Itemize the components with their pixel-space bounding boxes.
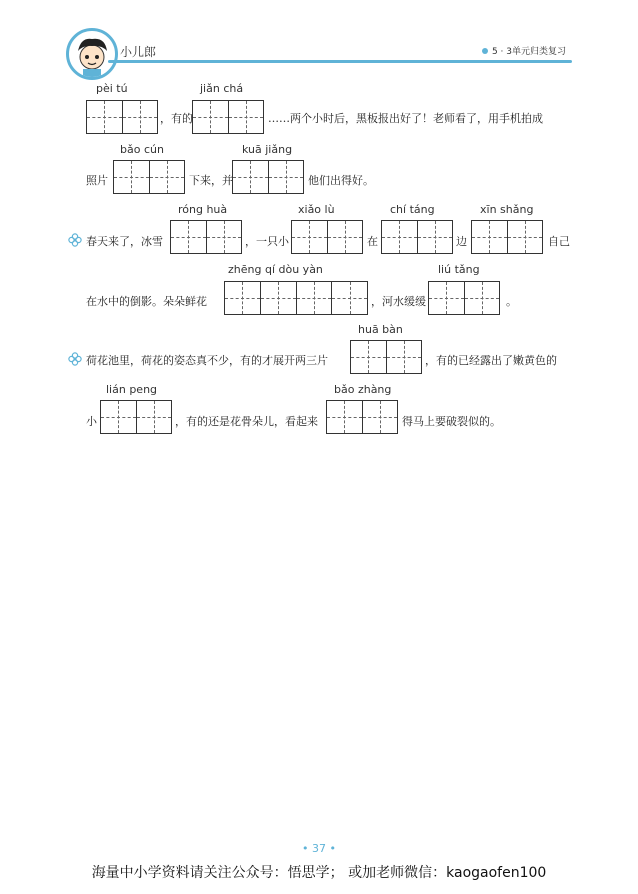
- writing-box-chitang[interactable]: [381, 220, 453, 254]
- writing-box-lianpeng[interactable]: [100, 400, 172, 434]
- q3-text-5: 得马上要破裂似的。: [402, 415, 501, 428]
- bullet-dot-icon: [482, 48, 488, 54]
- q2-text-6: 在水中的倒影。朵朵鲜花: [86, 295, 207, 308]
- pinyin-baozhang: bǎo zhàng: [334, 383, 392, 396]
- q2-text-7: ，河水缓缓: [371, 295, 426, 308]
- header-divider: [108, 60, 572, 63]
- q2-text-4: 边: [456, 235, 467, 248]
- footer-promo-text: 海量中小学资料请关注公众号：悟思学； 或加老师微信：kaogaofen100: [91, 865, 547, 881]
- q2-text-3: 在: [367, 235, 378, 248]
- q3-text-4: ，有的还是花骨朵儿，看起来: [175, 415, 318, 428]
- writing-box-ronghua[interactable]: [170, 220, 242, 254]
- pinyin-xinshang: xīn shǎng: [480, 203, 534, 216]
- pinyin-baocun: bǎo cún: [120, 143, 164, 156]
- pinyin-xiaolu: xiǎo lù: [298, 203, 335, 216]
- pinyin-jiancha: jiǎn chá: [200, 82, 244, 95]
- writing-box-huaban[interactable]: [350, 340, 422, 374]
- cartoon-boy-logo-icon: [66, 28, 118, 80]
- q1-text-5: 他们出得好。: [308, 174, 374, 187]
- writing-box-baocun[interactable]: [113, 160, 185, 194]
- q3-text-1: 荷花池里，荷花的姿态真不少，有的才展开两三片: [86, 354, 328, 367]
- writing-box-zhengqidouyan[interactable]: [224, 281, 368, 315]
- pinyin-lianpeng: lián peng: [106, 383, 158, 396]
- q3-text-2: ，有的已经露出了嫩黄色的: [425, 354, 557, 367]
- writing-box-peitu[interactable]: [86, 100, 158, 134]
- flower-bullet-icon: [68, 352, 82, 366]
- q1-text-2: ……两个小时后，黑板报出好了！老师看了，用手机拍成: [268, 112, 543, 125]
- section-title-text: 5 · 3单元归类复习: [491, 47, 566, 57]
- flower-bullet-icon: [68, 233, 82, 247]
- writing-box-jiancha[interactable]: [192, 100, 264, 134]
- q2-text-8: 。: [506, 295, 517, 308]
- brand-name: 小儿郎: [120, 45, 157, 59]
- pinyin-liutang: liú tǎng: [438, 263, 480, 276]
- q2-text-5: 自己: [548, 235, 570, 248]
- section-title: [482, 44, 566, 57]
- pinyin-ronghua: róng huà: [178, 203, 228, 216]
- writing-box-xinshang[interactable]: [471, 220, 543, 254]
- pinyin-peitu: pèi tú: [96, 82, 128, 95]
- pinyin-kuajiang: kuā jiǎng: [242, 143, 293, 156]
- page-number: • 37 •: [302, 842, 336, 855]
- page-header: [0, 0, 638, 80]
- q2-text-2: ，一只小: [245, 235, 289, 248]
- writing-box-liutang[interactable]: [428, 281, 500, 315]
- q1-text-1: ，有的: [160, 112, 193, 125]
- q3-text-3: 小: [86, 415, 97, 428]
- writing-box-baozhang[interactable]: [326, 400, 398, 434]
- writing-box-kuajiang[interactable]: [232, 160, 304, 194]
- q1-text-4: 下来，并: [189, 174, 233, 187]
- pinyin-huaban: huā bàn: [358, 323, 403, 336]
- q1-text-3: 照片: [86, 174, 108, 187]
- writing-box-xiaolu[interactable]: [291, 220, 363, 254]
- pinyin-chitang: chí táng: [390, 203, 435, 216]
- pinyin-zhengqidouyan: zhēng qí dòu yàn: [228, 263, 323, 276]
- q2-text-1: 春天来了，冰雪: [86, 235, 163, 248]
